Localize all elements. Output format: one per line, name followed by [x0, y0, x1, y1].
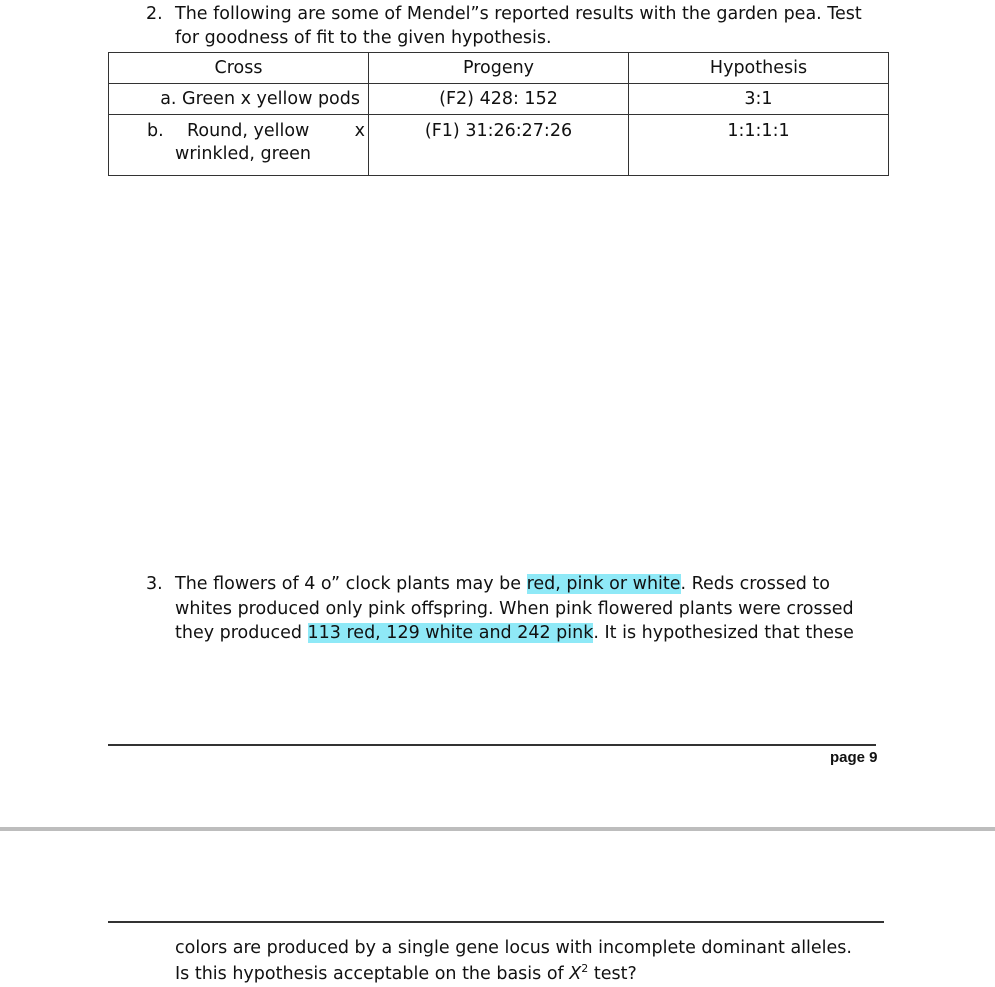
- q2-text-line1: The following are some of Mendel”s reported results with the garden pea. Test: [175, 4, 862, 24]
- hypothesis-b: 1:1:1:1: [629, 115, 889, 176]
- q3-text-line1: [175, 574, 830, 594]
- cross-results-table: [108, 52, 889, 176]
- q3-text-line3: [175, 623, 854, 643]
- hypothesis-a: 3:1: [629, 84, 889, 115]
- q3-line5-start: Is this hypothesis acceptable on the basis of: [175, 963, 570, 984]
- table-row: [109, 115, 889, 176]
- q2-text-line2: for goodness of fit to the given hypothesis.: [175, 28, 552, 48]
- q3-text-line5: [175, 962, 637, 984]
- table-header-row: [109, 53, 889, 84]
- cross-b-line2: wrinkled, green: [175, 144, 312, 164]
- chi-symbol: X: [569, 963, 582, 984]
- progeny-a: (F2) 428: 152: [369, 84, 629, 115]
- page-separator: [0, 827, 995, 831]
- chi-superscript: 2: [581, 962, 589, 975]
- cross-b-x: x: [354, 121, 365, 141]
- q3-text-line4: colors are produced by a single gene locus with incomplete dominant alleles.: [175, 938, 852, 958]
- table-row: [109, 84, 889, 115]
- progeny-b: (F1) 31:26:27:26: [369, 115, 629, 176]
- highlight-counts: 113 red, 129 white and 242 pink: [307, 623, 594, 643]
- cross-b: [109, 115, 369, 176]
- page-number: page 9: [830, 749, 878, 766]
- highlight-colors: red, pink or white: [526, 574, 681, 594]
- q3-line3-start: they produced: [175, 623, 308, 643]
- q3-line5-end: test?: [588, 963, 637, 984]
- q3-line1-start: The flowers of 4 o” clock plants may be: [175, 574, 527, 594]
- q3-line1-end: . Reds crossed to: [680, 574, 830, 594]
- header-cross: Cross: [109, 53, 369, 84]
- cross-a: a. Green x yellow pods: [109, 84, 369, 115]
- q3-number: 3.: [146, 574, 163, 594]
- q3-line3-end: . It is hypothesized that these: [593, 623, 854, 643]
- q3-text-line2: whites produced only pink offspring. When pink flowered plants were crossed: [175, 599, 854, 619]
- header-progeny: Progeny: [369, 53, 629, 84]
- header-hypothesis: Hypothesis: [629, 53, 889, 84]
- q2-number: 2.: [146, 4, 163, 24]
- cross-b-label: b.: [147, 121, 164, 141]
- cross-b-line1: Round, yellow: [187, 121, 310, 141]
- header-rule: [108, 921, 884, 923]
- footer-rule: [108, 744, 876, 746]
